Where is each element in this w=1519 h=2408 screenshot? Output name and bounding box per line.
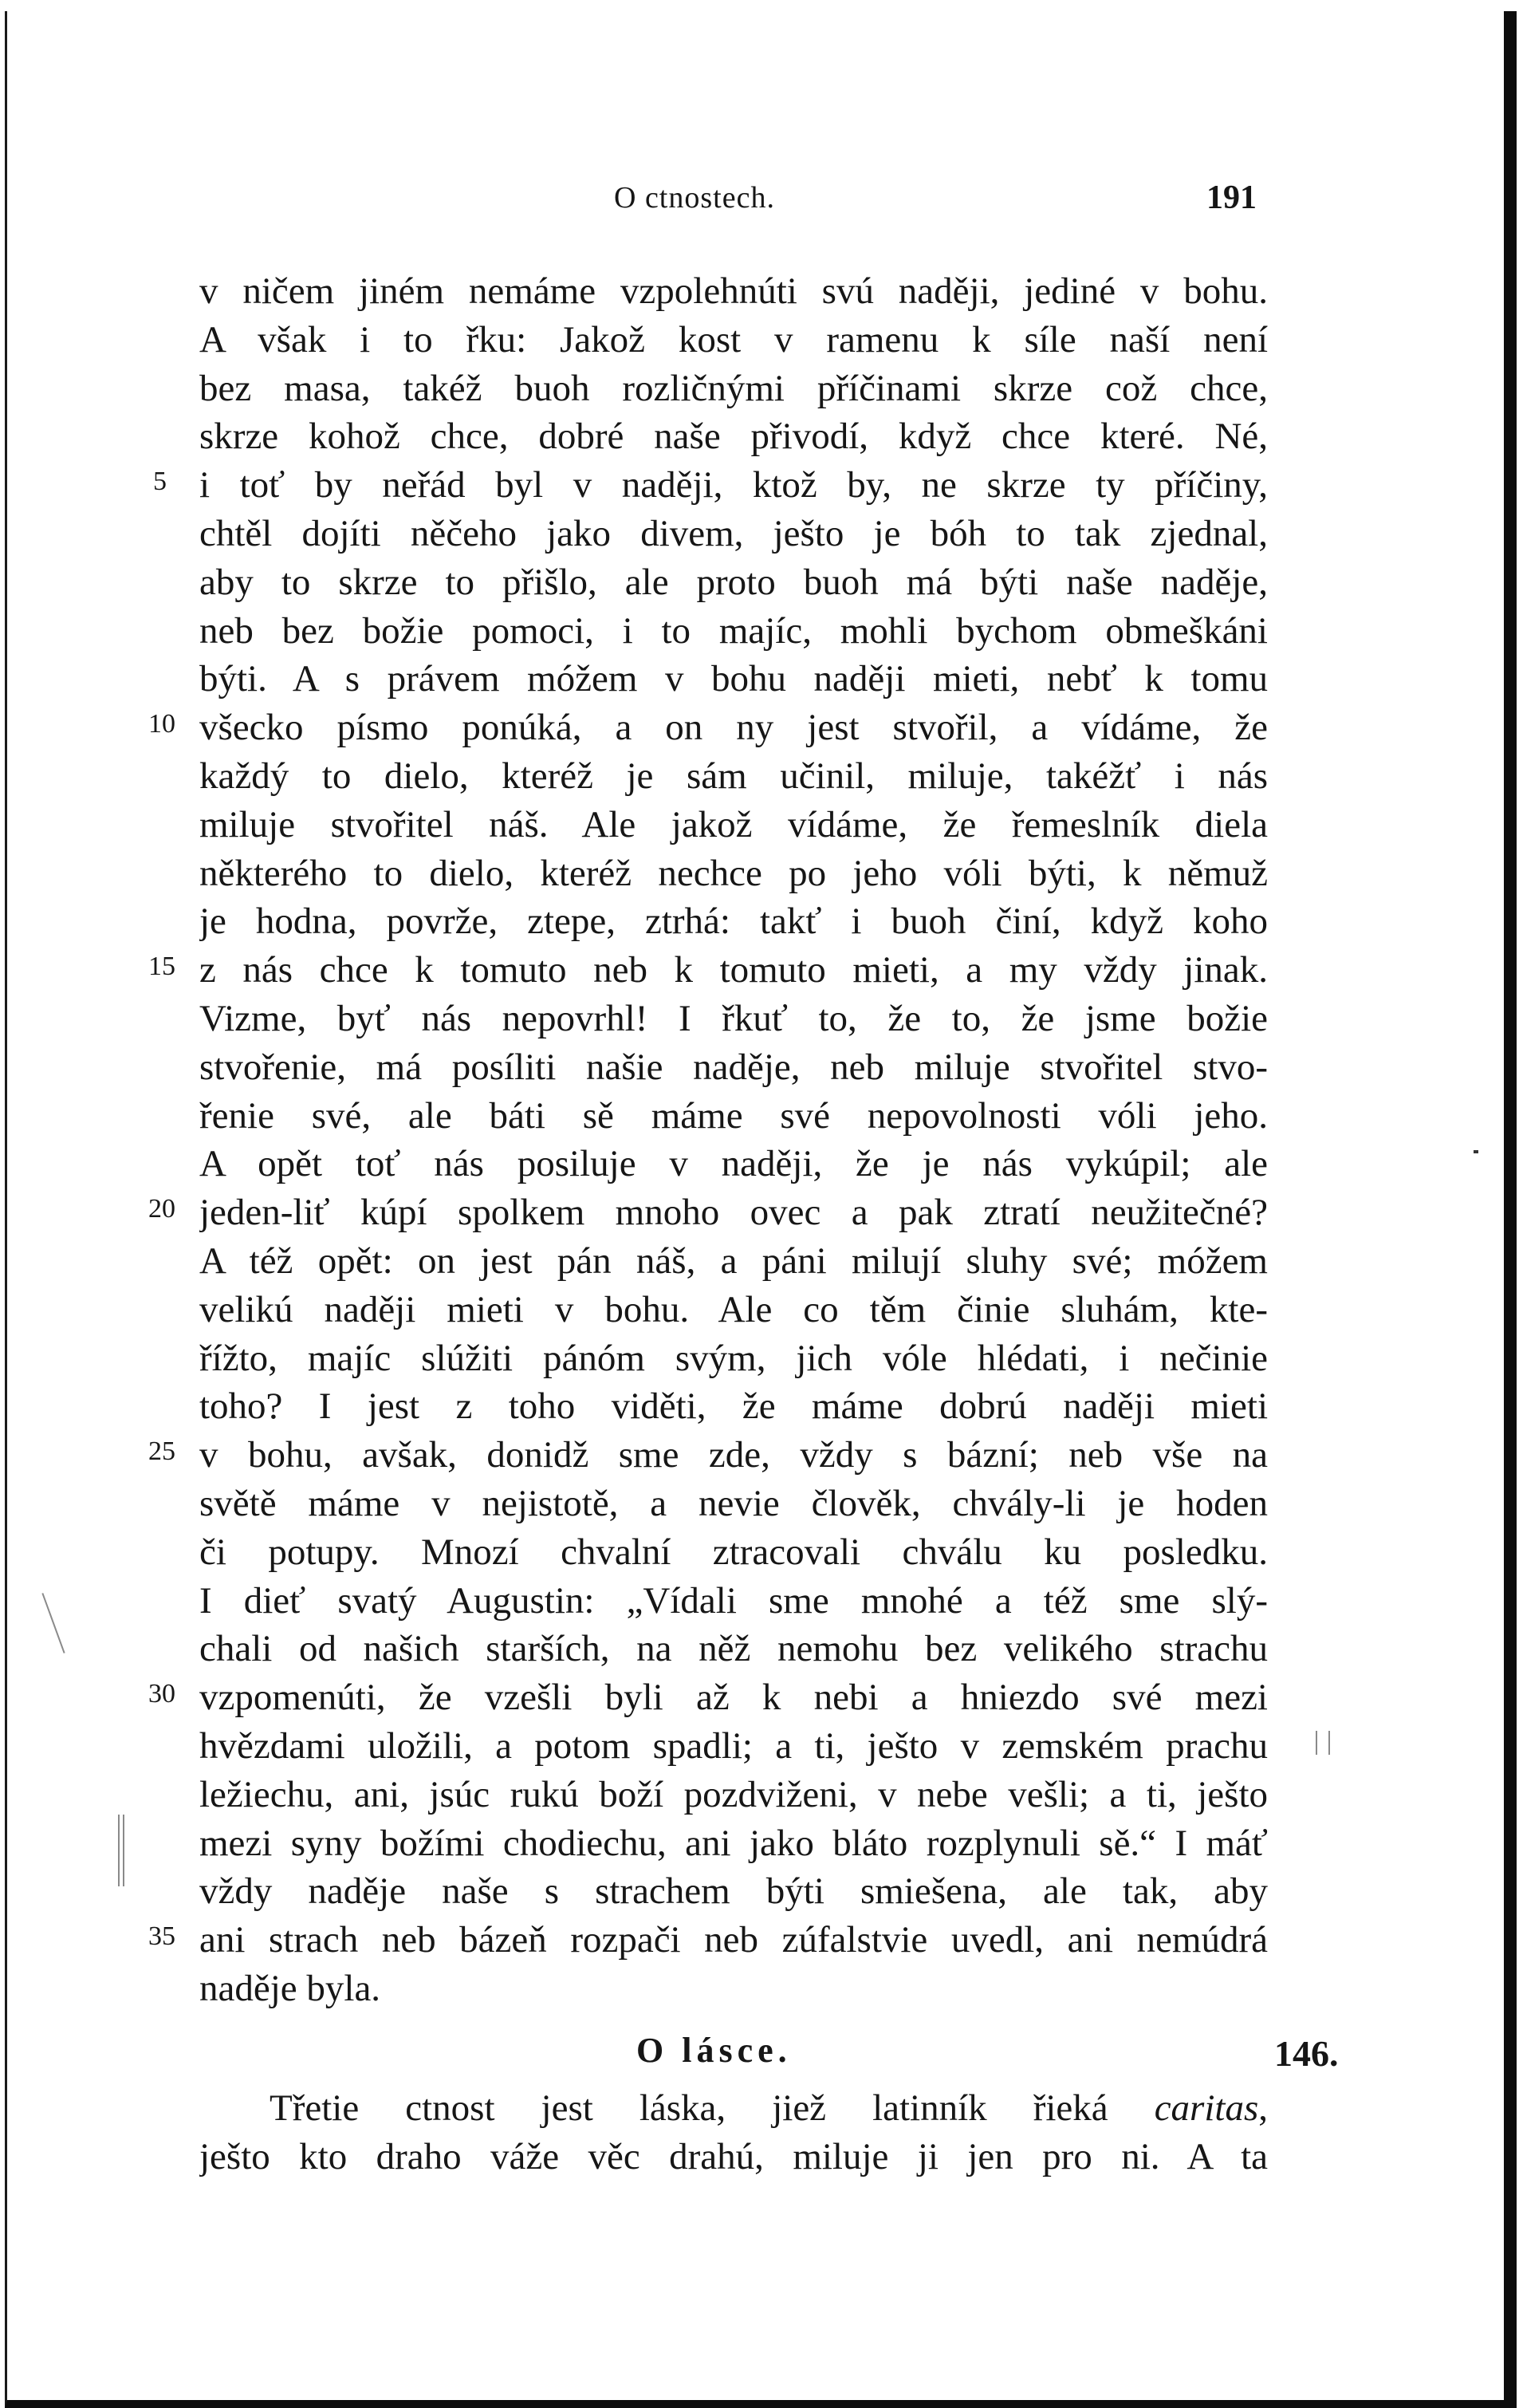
text-line: naděje byla. (199, 1967, 381, 2009)
line-number: 5 (153, 467, 167, 496)
second-paragraph (199, 2084, 1268, 2181)
text-line: Třetie ctnost jest láska, jiež latinník řieká caritas, (270, 2087, 1268, 2129)
text-line: mezi syny božími chodiechu, ani jako bláto rozplynuli sě.“ I máť (199, 1822, 1268, 1864)
text-line: neb bez božie pomoci, i to majíc, mohli bychom obmeškáni (199, 609, 1268, 652)
scan-artifact (123, 1815, 124, 1886)
text-line: A však i to řku: Jakož kost v ramenu k síle naší není (199, 318, 1268, 361)
text-line: z nás chce k tomuto neb k tomuto mieti, a my vždy jinak. (199, 949, 1268, 991)
line-number: 25 (148, 1437, 175, 1466)
text-line: skrze kohož chce, dobré naše přivodí, když chce které. Né, (199, 416, 1268, 458)
text-line: toho? I jest z toho viděti, že máme dobrú naději mieti (199, 1385, 1268, 1428)
text-line: všecko písmo ponúká, a on ny jest stvořil, a vídáme, že (199, 707, 1268, 749)
text-line: je hodna, povrže, ztepe, ztrhá: takť i buoh činí, když koho (199, 901, 1268, 943)
section-number: 146. (1274, 2033, 1339, 2074)
text-line: v bohu, avšak, donidž sme zde, vždy s bázní; neb vše na (199, 1434, 1268, 1476)
text-line: aby to skrze to přišlo, ale proto buoh má býti naše naděje, (199, 561, 1268, 603)
text-line: řížto, majíc slúžiti pánóm svým, jich vóle hlédati, i nečinie (199, 1337, 1268, 1379)
line-number: 30 (148, 1679, 175, 1708)
text-line: chali od našich starších, na něž nemohu bez velikého strachu (199, 1628, 1268, 1670)
line-number: 15 (148, 952, 175, 981)
text-line: miluje stvořitel náš. Ale jakož vídáme, že řemeslník diela (199, 803, 1268, 845)
text-line: ješto kto draho váže věc drahú, miluje ji jen pro ni. A ta (199, 2135, 1268, 2177)
scan-artifact (1474, 1150, 1478, 1153)
page-number: 191 (1206, 179, 1257, 216)
section-heading: O lásce. (636, 2031, 792, 2070)
running-header-title: O ctnostech. (614, 181, 775, 215)
main-text-block (199, 267, 1268, 2013)
text-line: bez masa, takéž buoh rozličnými příčinami skrze což chce, (199, 367, 1268, 409)
text-line: hvězdami uložili, a potom spadli; a ti, ješto v zemském prachu (199, 1724, 1268, 1767)
latin-term: caritas (1154, 2087, 1259, 2129)
text-line: řenie své, ale báti sě máme své nepovolnosti vóli jeho. (199, 1094, 1268, 1137)
text-line: světě máme v nejistotě, a nevie člověk, chvály-li je hoden (199, 1482, 1268, 1524)
text-line: stvořenie, má posíliti našie naděje, neb miluje stvořitel stvo- (199, 1046, 1268, 1088)
text-line: I dieť svatý Augustin: „Vídali sme mnohé a též sme slý- (199, 1579, 1268, 1622)
scan-artifact (1328, 1731, 1330, 1755)
text-line: Vizme, byť nás nepovrhl! I řkuť to, že to, že jsme božie (199, 997, 1268, 1039)
text-line: každý to dielo, kteréž je sám učinil, miluje, takéžť i nás (199, 755, 1268, 797)
text-line: v ničem jiném nemáme vzpolehnúti svú naději, jediné v bohu. (199, 270, 1268, 312)
text-line: vzpomenúti, že vzešli byli až k nebi a hniezdo své mezi (199, 1677, 1268, 1719)
scan-artifact (1316, 1731, 1317, 1755)
text-line: velikú naději mieti v bohu. Ale co těm činie sluhám, kte- (199, 1288, 1268, 1330)
line-number: 20 (148, 1194, 175, 1224)
text-line: býti. A s právem móžem v bohu naději mieti, nebť k tomu (199, 658, 1268, 700)
text-line: či potupy. Mnozí chvalní ztracovali chválu ku posledku. (199, 1531, 1268, 1573)
line-number: 10 (148, 709, 175, 739)
scan-artifact (118, 1815, 120, 1886)
text-line: vždy naděje naše s strachem býti smiešena, ale tak, aby (199, 1870, 1268, 1913)
text-line: A též opět: on jest pán náš, a páni milují sluhy své; móžem (199, 1239, 1268, 1282)
text-line: jeden-liť kúpí spolkem mnoho ovec a pak ztratí neužitečné? (199, 1192, 1268, 1234)
text-line: A opět toť nás posiluje v naději, že je nás vykúpil; ale (199, 1143, 1268, 1185)
text-line: ležiechu, ani, jsúc rukú boží pozdviženi, v nebe vešli; a ti, ješto (199, 1773, 1268, 1815)
line-number: 35 (148, 1921, 175, 1951)
text-line: některého to dielo, kteréž nechce po jeho vóli býti, k němuž (199, 852, 1268, 894)
text-line: i toť by neřád byl v naději, ktož by, ne skrze ty příčiny, (199, 464, 1268, 506)
text-line: chtěl dojíti něčeho jako divem, ješto je bóh to tak zjednal, (199, 512, 1268, 554)
text-line: ani strach neb bázeň rozpači neb zúfalstvie uvedl, ani nemúdrá (199, 1919, 1268, 1961)
